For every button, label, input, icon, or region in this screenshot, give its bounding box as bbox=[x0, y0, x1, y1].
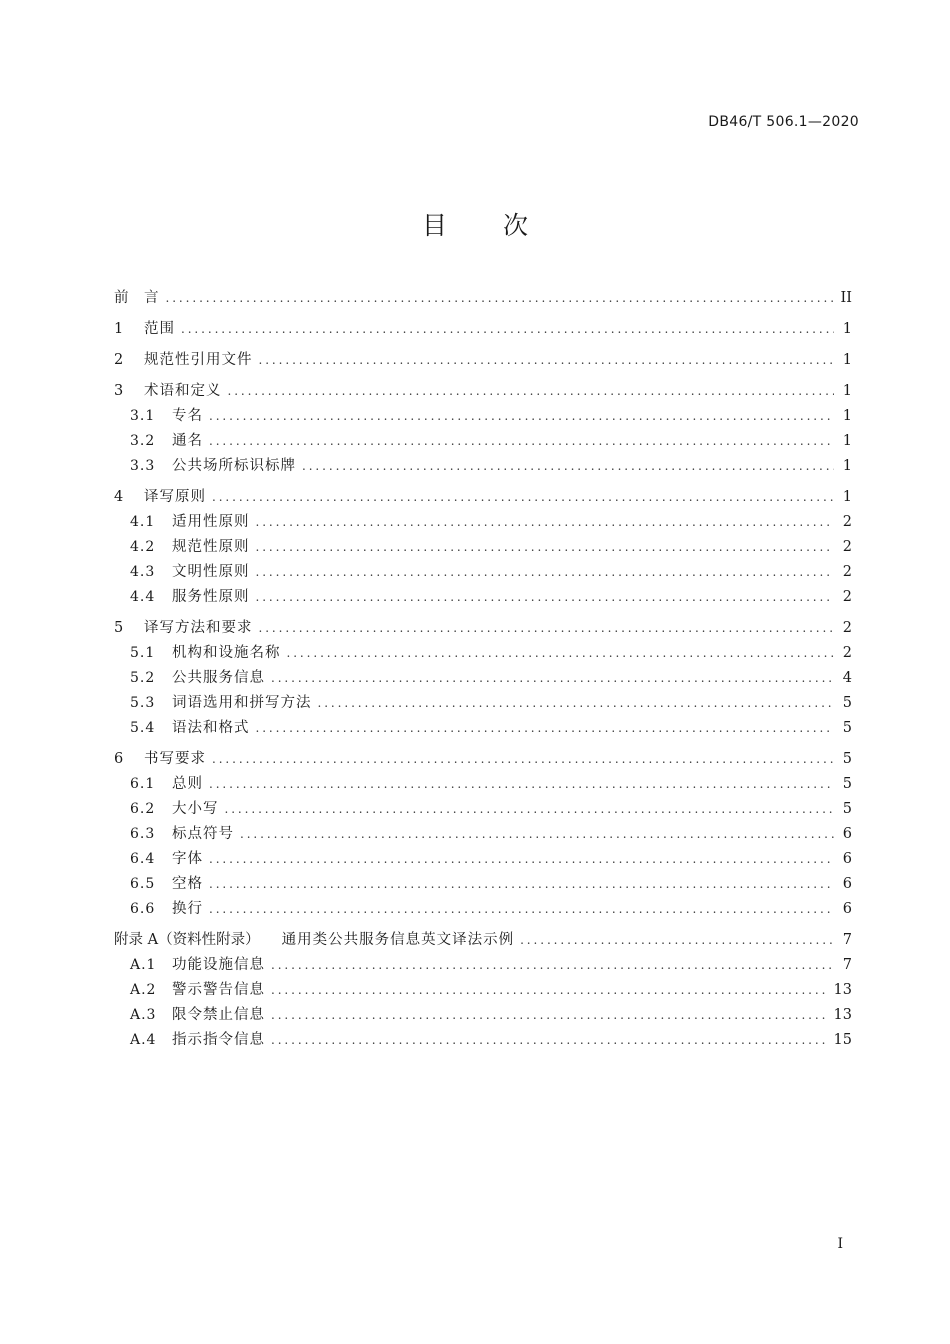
toc-entry[interactable] bbox=[114, 317, 852, 342]
toc-entry-label: 言 bbox=[144, 290, 160, 306]
toc-entry-label: 空格 bbox=[172, 876, 203, 892]
toc-entry-label: 大小写 bbox=[172, 801, 219, 817]
dot-leader bbox=[209, 429, 834, 454]
toc-entry-page: 2 bbox=[842, 539, 852, 555]
toc-entry-number: A.4 bbox=[130, 1032, 157, 1048]
toc-entry-number: 5.2 bbox=[130, 670, 156, 686]
toc-entry-label: 换行 bbox=[172, 901, 203, 917]
toc-entry-label: 译写原则 bbox=[144, 489, 206, 505]
dot-leader bbox=[225, 797, 835, 822]
toc-entry-page: 7 bbox=[842, 932, 852, 948]
toc-entry-label: 书写要求 bbox=[144, 751, 206, 767]
toc-entry[interactable] bbox=[114, 747, 852, 772]
toc-entry-label: 标点符号 bbox=[172, 826, 234, 842]
toc-entry-page: 1 bbox=[842, 489, 852, 505]
dot-leader bbox=[259, 616, 835, 641]
toc-entry-label: 词语选用和拼写方法 bbox=[172, 695, 312, 711]
toc-entry-label: 公共服务信息 bbox=[172, 670, 265, 686]
toc-subentry[interactable] bbox=[114, 953, 852, 978]
toc-entry-number: 3 bbox=[114, 383, 124, 399]
toc-entry-number: A.1 bbox=[130, 957, 157, 973]
toc-entry-label: 专名 bbox=[172, 408, 203, 424]
dot-leader bbox=[271, 1028, 828, 1053]
toc-entry-page: 6 bbox=[842, 876, 852, 892]
toc-entry-page: 2 bbox=[842, 620, 852, 636]
toc-entry[interactable] bbox=[114, 928, 852, 953]
toc-entry-label: 机构和设施名称 bbox=[172, 645, 281, 661]
dot-leader bbox=[271, 666, 834, 691]
toc-entry-page: 5 bbox=[842, 776, 852, 792]
toc-subentry[interactable] bbox=[114, 797, 852, 822]
toc-subentry[interactable] bbox=[114, 897, 852, 922]
toc-entry[interactable] bbox=[114, 485, 852, 510]
toc-entry-number: 3.2 bbox=[130, 433, 156, 449]
toc-entry-label: 公共场所标识标牌 bbox=[172, 458, 296, 474]
toc-entry-number: 4.3 bbox=[130, 564, 156, 580]
dot-leader bbox=[181, 317, 834, 342]
toc-entry-label: 限令禁止信息 bbox=[172, 1007, 265, 1023]
toc-entry-number: 5.1 bbox=[130, 645, 156, 661]
toc-entry-label: 功能设施信息 bbox=[172, 957, 265, 973]
dot-leader bbox=[256, 560, 835, 585]
toc-entry-number: 1 bbox=[114, 321, 124, 337]
toc-entry-page: 15 bbox=[833, 1032, 852, 1048]
dot-leader bbox=[212, 485, 834, 510]
toc-entry-page: 1 bbox=[842, 433, 852, 449]
toc-entry-label: 适用性原则 bbox=[172, 514, 250, 530]
dot-leader bbox=[318, 691, 835, 716]
toc-subentry[interactable] bbox=[114, 772, 852, 797]
toc-entry-label: 通名 bbox=[172, 433, 203, 449]
toc-entry-page: 1 bbox=[842, 321, 852, 337]
toc-entry-number: A.3 bbox=[130, 1007, 157, 1023]
toc-subentry[interactable] bbox=[114, 560, 852, 585]
toc-entry-number: 6.1 bbox=[130, 776, 156, 792]
toc-entry-number: 2 bbox=[114, 352, 124, 368]
toc-subentry[interactable] bbox=[114, 691, 852, 716]
dot-leader bbox=[212, 747, 834, 772]
dot-leader bbox=[209, 772, 834, 797]
toc-entry-number: 6.4 bbox=[130, 851, 156, 867]
toc-entry-number: 6.2 bbox=[130, 801, 156, 817]
toc-entry-label: 指示指令信息 bbox=[172, 1032, 265, 1048]
dot-leader bbox=[209, 872, 834, 897]
toc-subentry[interactable] bbox=[114, 1028, 852, 1053]
toc-entry-page: 1 bbox=[842, 352, 852, 368]
toc-subentry[interactable] bbox=[114, 872, 852, 897]
toc-entry-label: 服务性原则 bbox=[172, 589, 250, 605]
toc-subentry[interactable] bbox=[114, 429, 852, 454]
toc-entry-page: 1 bbox=[842, 458, 852, 474]
dot-leader bbox=[287, 641, 835, 666]
toc-entry-label: 规范性引用文件 bbox=[144, 352, 253, 368]
toc-entry[interactable] bbox=[114, 616, 852, 641]
toc-entry-page: 6 bbox=[842, 901, 852, 917]
toc-entry-page: 2 bbox=[842, 645, 852, 661]
toc-entry-label: 字体 bbox=[172, 851, 203, 867]
toc-subentry[interactable] bbox=[114, 404, 852, 429]
toc-subentry[interactable] bbox=[114, 666, 852, 691]
toc-subentry[interactable] bbox=[114, 454, 852, 479]
dot-leader bbox=[256, 585, 835, 610]
toc-title: 目 次 bbox=[422, 211, 552, 240]
dot-leader bbox=[271, 953, 834, 978]
toc-entry-page: 6 bbox=[842, 851, 852, 867]
toc-subentry[interactable] bbox=[114, 1003, 852, 1028]
dot-leader bbox=[209, 847, 834, 872]
toc-entry-page: 2 bbox=[842, 514, 852, 530]
toc-entry-number: 5.4 bbox=[130, 720, 156, 736]
dot-leader bbox=[520, 928, 834, 953]
toc-entry-page: 4 bbox=[842, 670, 852, 686]
dot-leader bbox=[240, 822, 834, 847]
toc-entry-number: 附录 A（资料性附录） bbox=[114, 932, 260, 948]
dot-leader bbox=[209, 897, 834, 922]
toc-entry-page: II bbox=[840, 290, 852, 306]
toc-entry-number: 6.3 bbox=[130, 826, 156, 842]
toc-entry-page: 2 bbox=[842, 564, 852, 580]
toc-entry-page: 1 bbox=[842, 408, 852, 424]
toc-entry-page: 5 bbox=[842, 720, 852, 736]
dot-leader bbox=[209, 404, 834, 429]
toc-entry-number: 4.1 bbox=[130, 514, 156, 530]
toc-subentry[interactable] bbox=[114, 535, 852, 560]
dot-leader bbox=[302, 454, 834, 479]
toc-subentry[interactable] bbox=[114, 585, 852, 610]
toc-entry-label: 范围 bbox=[144, 321, 175, 337]
toc-entry-number: 6.6 bbox=[130, 901, 156, 917]
dot-leader bbox=[166, 286, 835, 311]
toc-entry-number: 4.2 bbox=[130, 539, 156, 555]
toc-subentry[interactable] bbox=[114, 978, 852, 1003]
toc-entry-number: 4 bbox=[114, 489, 124, 505]
toc-entry-label: 术语和定义 bbox=[144, 383, 222, 399]
dot-leader bbox=[271, 978, 828, 1003]
toc-entry-number: 6.5 bbox=[130, 876, 156, 892]
toc-entry-page: 5 bbox=[842, 751, 852, 767]
dot-leader bbox=[271, 1003, 828, 1028]
toc-entry[interactable] bbox=[114, 348, 852, 373]
toc-entry-number: 3.1 bbox=[130, 408, 156, 424]
toc-entry-page: 13 bbox=[833, 1007, 852, 1023]
toc-entry-number: 3.3 bbox=[130, 458, 156, 474]
toc-entry-label: 警示警告信息 bbox=[172, 982, 265, 998]
toc-entry-number: A.2 bbox=[130, 982, 157, 998]
toc-entry-page: 5 bbox=[842, 801, 852, 817]
toc-entry-page: 6 bbox=[842, 826, 852, 842]
table-of-contents bbox=[114, 286, 852, 1053]
document-code: DB46/T 506.1—2020 bbox=[708, 114, 859, 130]
toc-entry-number: 前 bbox=[114, 290, 129, 306]
toc-entry-page: 5 bbox=[842, 695, 852, 711]
dot-leader bbox=[256, 510, 835, 535]
toc-entry-number: 5.3 bbox=[130, 695, 156, 711]
toc-subentry[interactable] bbox=[114, 716, 852, 741]
toc-entry-label: 规范性原则 bbox=[172, 539, 250, 555]
toc-subentry[interactable] bbox=[114, 510, 852, 535]
toc-entry-label: 译写方法和要求 bbox=[144, 620, 253, 636]
toc-entry-page: 13 bbox=[833, 982, 852, 998]
toc-entry-label: 文明性原则 bbox=[172, 564, 250, 580]
toc-entry[interactable] bbox=[114, 286, 852, 311]
dot-leader bbox=[256, 716, 835, 741]
toc-entry-number: 4.4 bbox=[130, 589, 156, 605]
toc-entry[interactable] bbox=[114, 379, 852, 404]
toc-entry-page: 2 bbox=[842, 589, 852, 605]
page-number: I bbox=[837, 1236, 843, 1252]
toc-subentry[interactable] bbox=[114, 641, 852, 666]
toc-entry-page: 7 bbox=[842, 957, 852, 973]
toc-entry-label: 通用类公共服务信息英文译法示例 bbox=[281, 932, 515, 948]
dot-leader bbox=[259, 348, 835, 373]
toc-subentry[interactable] bbox=[114, 847, 852, 872]
dot-leader bbox=[256, 535, 835, 560]
toc-subentry[interactable] bbox=[114, 822, 852, 847]
toc-entry-label: 总则 bbox=[172, 776, 203, 792]
toc-entry-page: 1 bbox=[842, 383, 852, 399]
toc-entry-number: 5 bbox=[114, 620, 124, 636]
toc-entry-number: 6 bbox=[114, 751, 124, 767]
toc-entry-label: 语法和格式 bbox=[172, 720, 250, 736]
dot-leader bbox=[228, 379, 835, 404]
